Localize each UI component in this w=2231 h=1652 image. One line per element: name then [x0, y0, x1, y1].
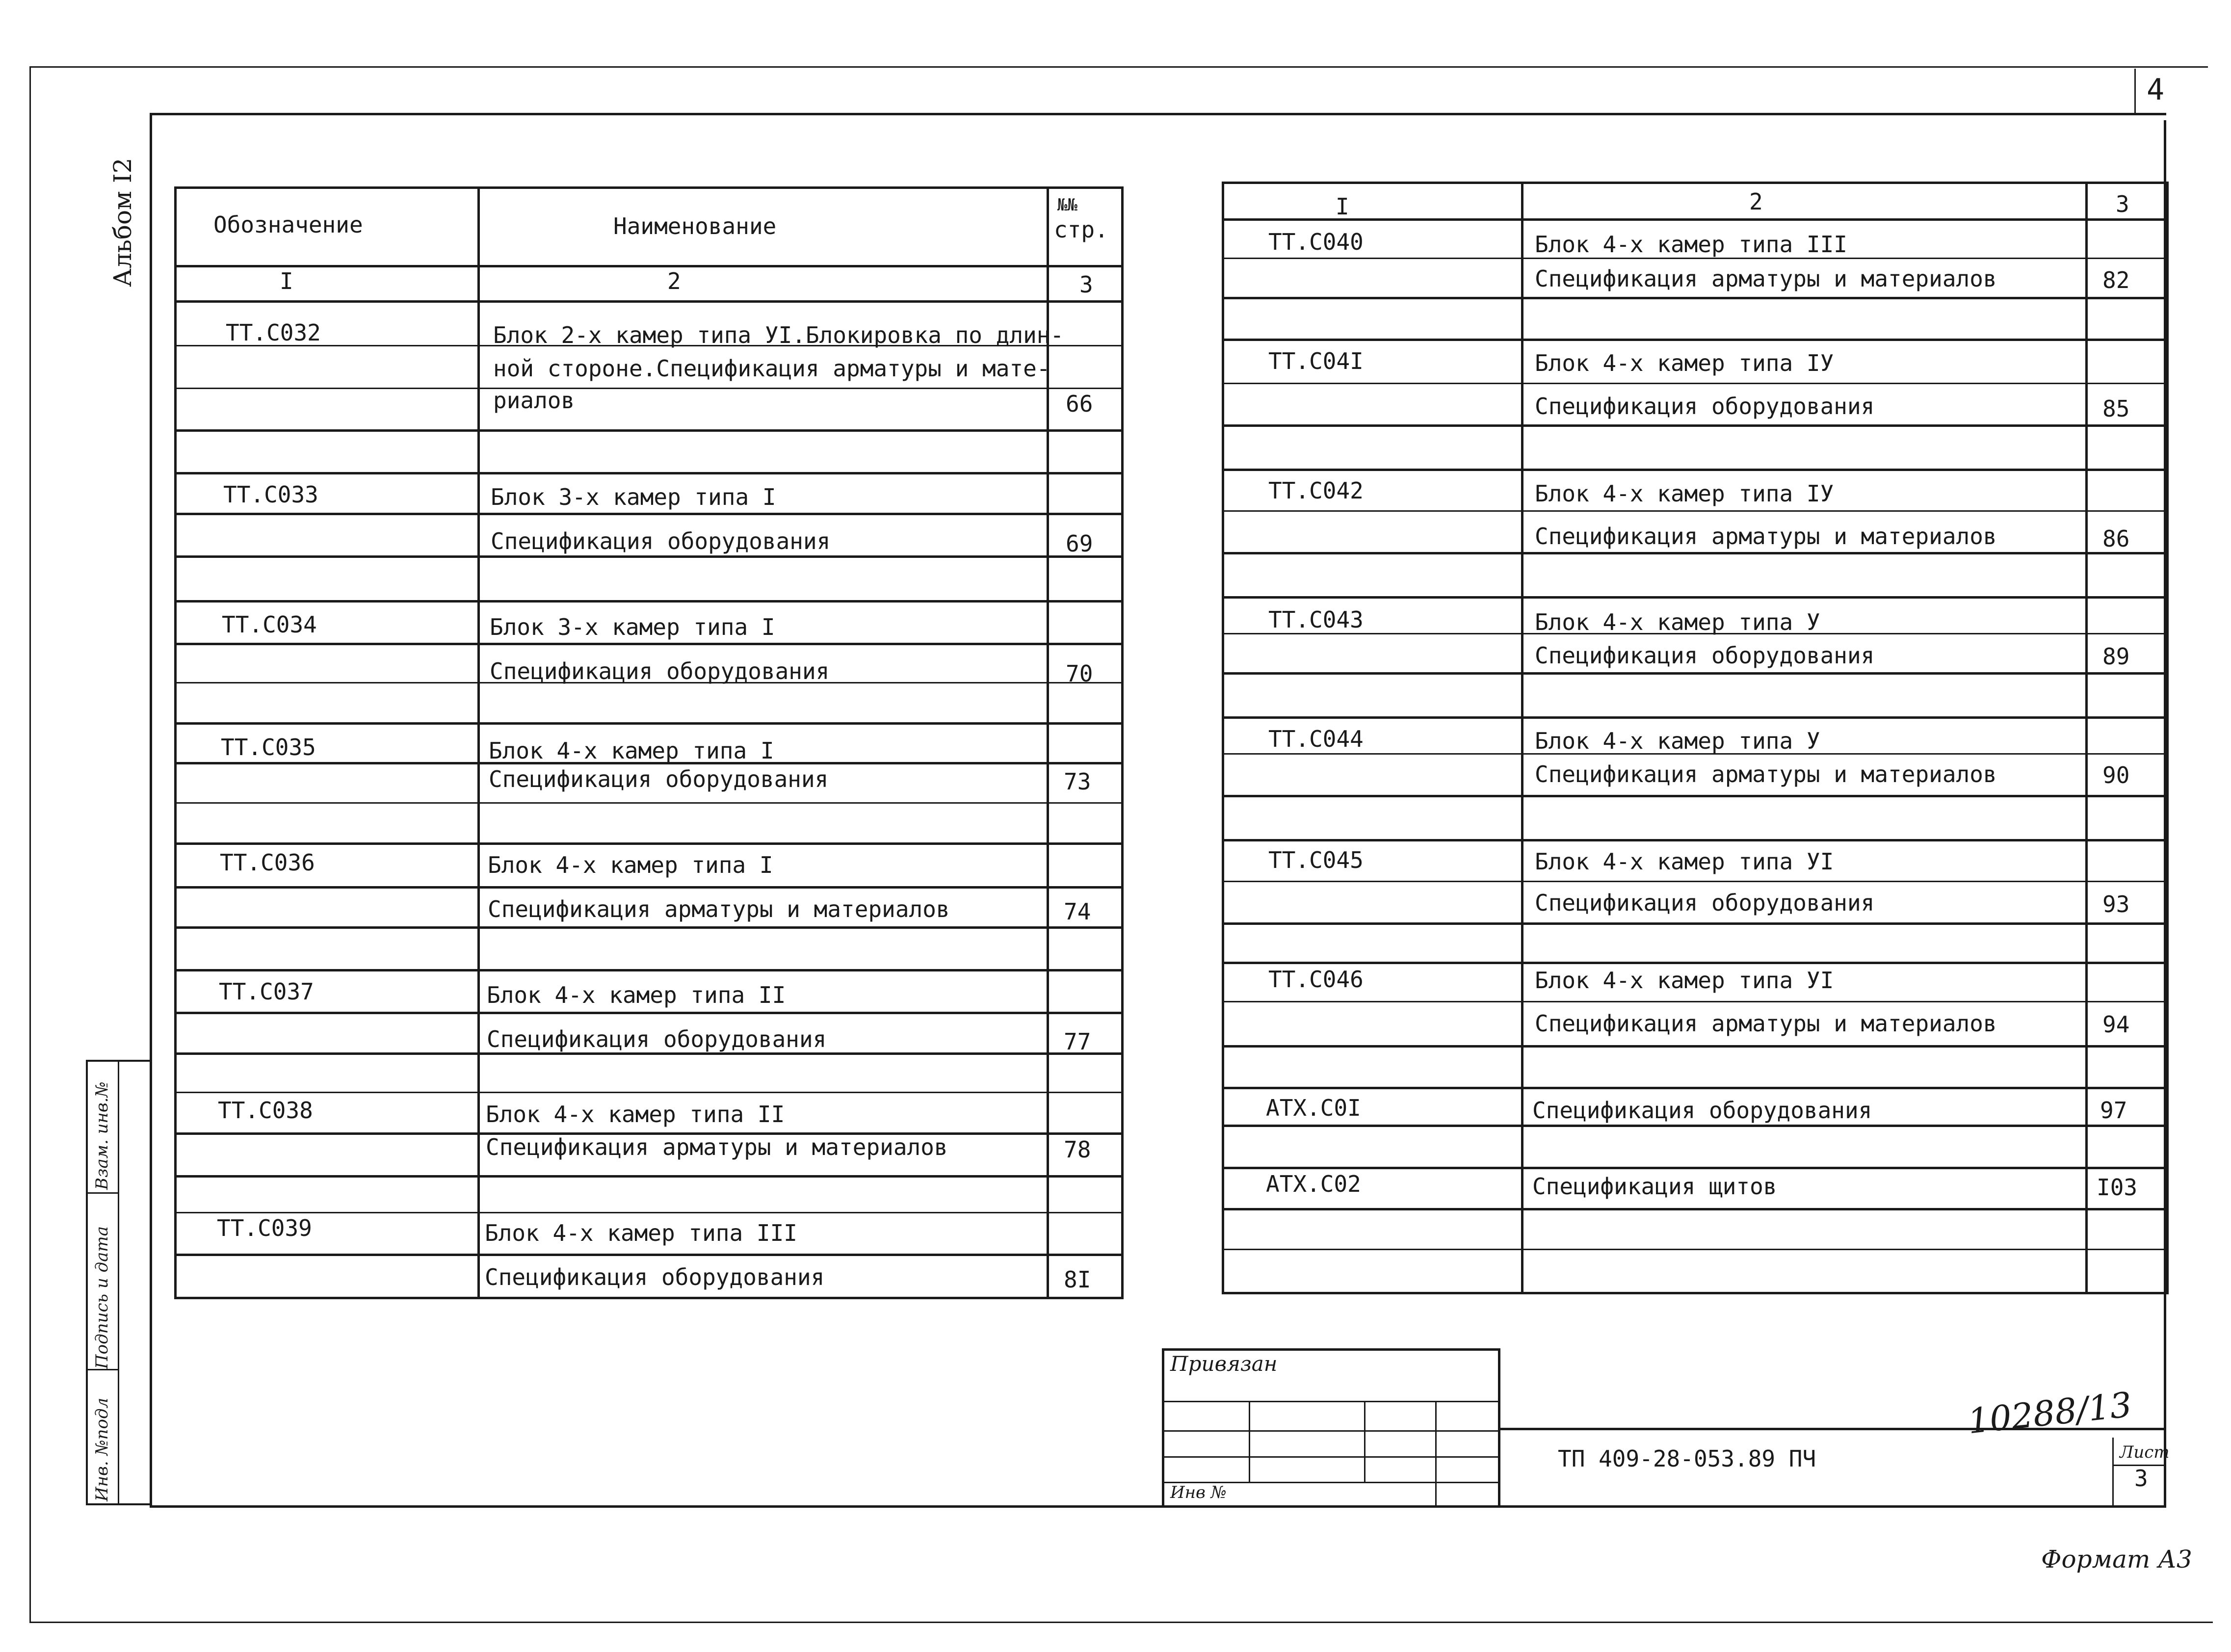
- right-row-line: [1222, 383, 2169, 384]
- left-colnum-3: 3: [1079, 271, 1093, 298]
- inner-frame-bottom: [150, 1505, 2166, 1508]
- right-row-text: Блок 4-х камер типа У: [1535, 609, 1820, 635]
- outer-frame-top: [29, 66, 2208, 68]
- right-row-text: Спецификация арматуры и материалов: [1535, 1010, 1997, 1037]
- left-row-text: Спецификация оборудования: [490, 658, 830, 684]
- left-row-line: [174, 388, 1124, 389]
- right-row-text: Спецификация арматуры и материалов: [1535, 523, 1997, 550]
- right-row-line: [1222, 1167, 2169, 1169]
- left-row-text: Блок 4-х камер типа II: [487, 982, 786, 1008]
- album-label: Альбом I2: [108, 157, 137, 287]
- right-row-code: ТТ.С042: [1268, 477, 1364, 504]
- right-row-line: [1222, 922, 2169, 925]
- right-row-page: 82: [2102, 267, 2130, 293]
- right-row-page: 86: [2102, 525, 2130, 552]
- left-row-line: [174, 472, 1124, 474]
- left-row-line: [174, 643, 1124, 645]
- privyazan-col: [1249, 1401, 1250, 1482]
- right-row-line: [1222, 1125, 2169, 1127]
- left-row-text: Блок 2-х камер типа УI.Блокировка по длин-: [493, 322, 1064, 348]
- right-row-text: Спецификация оборудования: [1535, 642, 1875, 669]
- right-row-text: Блок 4-х камер типа УI: [1535, 967, 1834, 994]
- stamp-vzam-inv: Взам. инв.№: [92, 1081, 112, 1190]
- left-row-line: [174, 429, 1124, 432]
- left-row-page: 66: [1066, 391, 1093, 417]
- left-row-code: ТТ.С038: [218, 1097, 313, 1124]
- left-colnum-1: I: [280, 268, 293, 294]
- right-row-page: 90: [2102, 762, 2130, 788]
- left-row-line: [174, 1212, 1124, 1213]
- right-table-col-divider-1: [1521, 182, 1523, 1294]
- right-row-code: ТТ.С040: [1268, 229, 1364, 255]
- left-row-line: [174, 513, 1124, 515]
- left-header-page: стр.: [1054, 216, 1108, 243]
- right-row-line: [1222, 1087, 2169, 1089]
- right-colnum-3: 3: [2116, 191, 2129, 217]
- right-row-code: ТТ.С043: [1268, 606, 1364, 633]
- left-row-text: ной стороне.Спецификация арматуры и мате-: [493, 355, 1050, 382]
- left-header-no: №№: [1057, 195, 1077, 215]
- privyazan-line: [1162, 1401, 1500, 1402]
- left-row-code: ТТ.С039: [217, 1215, 312, 1241]
- left-row-line: [174, 926, 1124, 929]
- left-row-page: 73: [1064, 768, 1091, 795]
- right-row-text: Блок 4-х камер типа УI: [1535, 848, 1834, 875]
- left-row-text: Спецификация оборудования: [485, 1264, 825, 1290]
- right-row-code: АТХ.С02: [1266, 1171, 1361, 1197]
- right-row-page: 94: [2102, 1011, 2130, 1038]
- right-row-line: [1222, 1208, 2169, 1210]
- right-row-text: Спецификация арматуры и материалов: [1535, 761, 1997, 787]
- right-row-line: [1222, 1001, 2169, 1002]
- left-row-text: Блок 3-х камер типа I: [490, 614, 775, 640]
- right-row-line: [1222, 424, 2169, 427]
- left-row-code: ТТ.С035: [221, 734, 316, 760]
- right-table-col-divider-2: [2085, 182, 2088, 1294]
- right-row-code: ТТ.С046: [1268, 966, 1364, 993]
- left-row-line: [174, 1012, 1124, 1014]
- right-row-code: АТХ.С0I: [1266, 1095, 1361, 1121]
- left-row-line: [174, 722, 1124, 725]
- stamp-strip-divider: [118, 1060, 119, 1505]
- doc-code: ТП 409-28-053.89 ПЧ: [1558, 1445, 1816, 1472]
- left-row-code: ТТ.С034: [222, 611, 317, 638]
- right-row-page: I03: [2097, 1174, 2138, 1201]
- right-row-line: [1222, 552, 2169, 554]
- right-row-code: ТТ.С044: [1268, 726, 1364, 752]
- inner-frame-top: [150, 113, 2166, 115]
- right-table-colnum-bottom: [1222, 218, 2169, 221]
- privyazan-col: [1364, 1401, 1365, 1482]
- left-row-line: [174, 1175, 1124, 1178]
- privyazan-col: [1435, 1401, 1437, 1506]
- sheet-corner-number: 4: [2147, 73, 2165, 107]
- right-row-text: Спецификация арматуры и материалов: [1535, 265, 1997, 292]
- left-row-page: 77: [1064, 1028, 1091, 1055]
- right-row-line: [1222, 962, 2169, 964]
- left-row-page: 78: [1064, 1136, 1091, 1163]
- right-row-page: 89: [2102, 643, 2130, 670]
- corner-box-left: [2134, 69, 2136, 115]
- left-row-code: ТТ.С037: [219, 978, 314, 1005]
- right-row-line: [1222, 881, 2169, 882]
- left-row-code: ТТ.С033: [223, 481, 318, 508]
- privyazan-line: [1162, 1456, 1500, 1458]
- right-row-text: Блок 4-х камер типа IУ: [1535, 350, 1834, 376]
- right-row-text: Спецификация оборудования: [1535, 393, 1875, 420]
- right-row-code: ТТ.С04I: [1268, 348, 1364, 374]
- left-row-text: Блок 4-х камер типа III: [485, 1220, 797, 1246]
- right-row-line: [1222, 1249, 2169, 1250]
- right-row-text: Спецификация щитов: [1532, 1173, 1777, 1200]
- left-row-text: Спецификация арматуры и материалов: [488, 896, 950, 922]
- stamp-signature-date: Подпись и дата: [92, 1226, 112, 1369]
- list-number: 3: [2134, 1465, 2148, 1492]
- right-colnum-1: I: [1336, 193, 1349, 220]
- right-row-line: [1222, 297, 2169, 299]
- outer-frame-left: [29, 66, 31, 1622]
- left-row-text: Спецификация оборудования: [489, 766, 829, 792]
- right-row-text: Блок 4-х камер типа У: [1535, 728, 1820, 754]
- left-row-line: [174, 1092, 1124, 1093]
- left-header-designation: Обозначение: [213, 211, 363, 238]
- stamp-strip-sep-1: [86, 1192, 118, 1194]
- stamp-inv-podl: Инв. №подл: [92, 1397, 112, 1501]
- left-row-text: Блок 3-х камер типа I: [491, 484, 776, 510]
- left-row-text: Блок 4-х камер типа I: [488, 852, 773, 878]
- left-row-text: Спецификация оборудования: [487, 1026, 827, 1052]
- left-row-code: ТТ.С032: [226, 319, 321, 346]
- left-header-name: Наименование: [613, 213, 777, 239]
- left-row-line: [174, 886, 1124, 889]
- left-row-text: Блок 4-х камер типа II: [486, 1101, 785, 1128]
- right-row-code: ТТ.С045: [1268, 847, 1364, 873]
- list-box-left: [2112, 1438, 2114, 1506]
- left-row-page: 69: [1066, 530, 1093, 557]
- left-row-text: Спецификация арматуры и материалов: [486, 1134, 948, 1160]
- right-row-line: [1222, 339, 2169, 341]
- right-row-line: [1222, 672, 2169, 675]
- right-row-text: Спецификация оборудования: [1532, 1097, 1872, 1124]
- handwritten-archive-number: 10288/13: [1966, 1384, 2134, 1442]
- right-row-line: [1222, 596, 2169, 599]
- right-row-page: 97: [2100, 1097, 2127, 1124]
- left-row-text: риалов: [493, 387, 575, 414]
- right-row-line: [1222, 839, 2169, 841]
- privyazan-label: Привязан: [1170, 1352, 1278, 1376]
- right-row-line: [1222, 795, 2169, 797]
- stamp-strip-sep-2: [86, 1369, 118, 1370]
- right-row-page: 93: [2102, 891, 2130, 918]
- left-row-line: [174, 600, 1124, 603]
- outer-frame-bottom: [29, 1622, 2213, 1623]
- right-row-line: [1222, 469, 2169, 471]
- right-row-line: [1222, 716, 2169, 719]
- left-row-line: [174, 969, 1124, 971]
- left-row-page: 8I: [1064, 1266, 1091, 1293]
- left-row-page: 74: [1064, 898, 1091, 925]
- left-row-text: Спецификация оборудования: [491, 528, 831, 554]
- left-row-line: [174, 802, 1124, 804]
- inv-no-label: Инв №: [1170, 1483, 1227, 1502]
- left-row-line: [174, 842, 1124, 845]
- left-table-header-bottom: [174, 265, 1124, 267]
- left-row-text: Блок 4-х камер типа I: [489, 737, 774, 764]
- right-colnum-2: 2: [1749, 188, 1763, 215]
- left-row-code: ТТ.С036: [220, 849, 315, 876]
- right-row-line: [1222, 510, 2169, 512]
- right-row-page: 85: [2102, 395, 2130, 422]
- left-row-line: [174, 555, 1124, 558]
- right-row-text: Блок 4-х камер типа IУ: [1535, 480, 1834, 507]
- list-label: Лист: [2120, 1442, 2170, 1462]
- right-row-text: Спецификация оборудования: [1535, 890, 1875, 916]
- format-label: Формат А3: [2041, 1545, 2192, 1573]
- right-row-text: Блок 4-х камер типа III: [1535, 231, 1847, 258]
- privyazan-line: [1162, 1430, 1500, 1432]
- right-row-line: [1222, 1045, 2169, 1048]
- left-table-colnum-bottom: [174, 300, 1124, 303]
- left-colnum-2: 2: [667, 268, 681, 294]
- left-row-page: 70: [1066, 660, 1093, 687]
- left-row-line: [174, 1254, 1124, 1256]
